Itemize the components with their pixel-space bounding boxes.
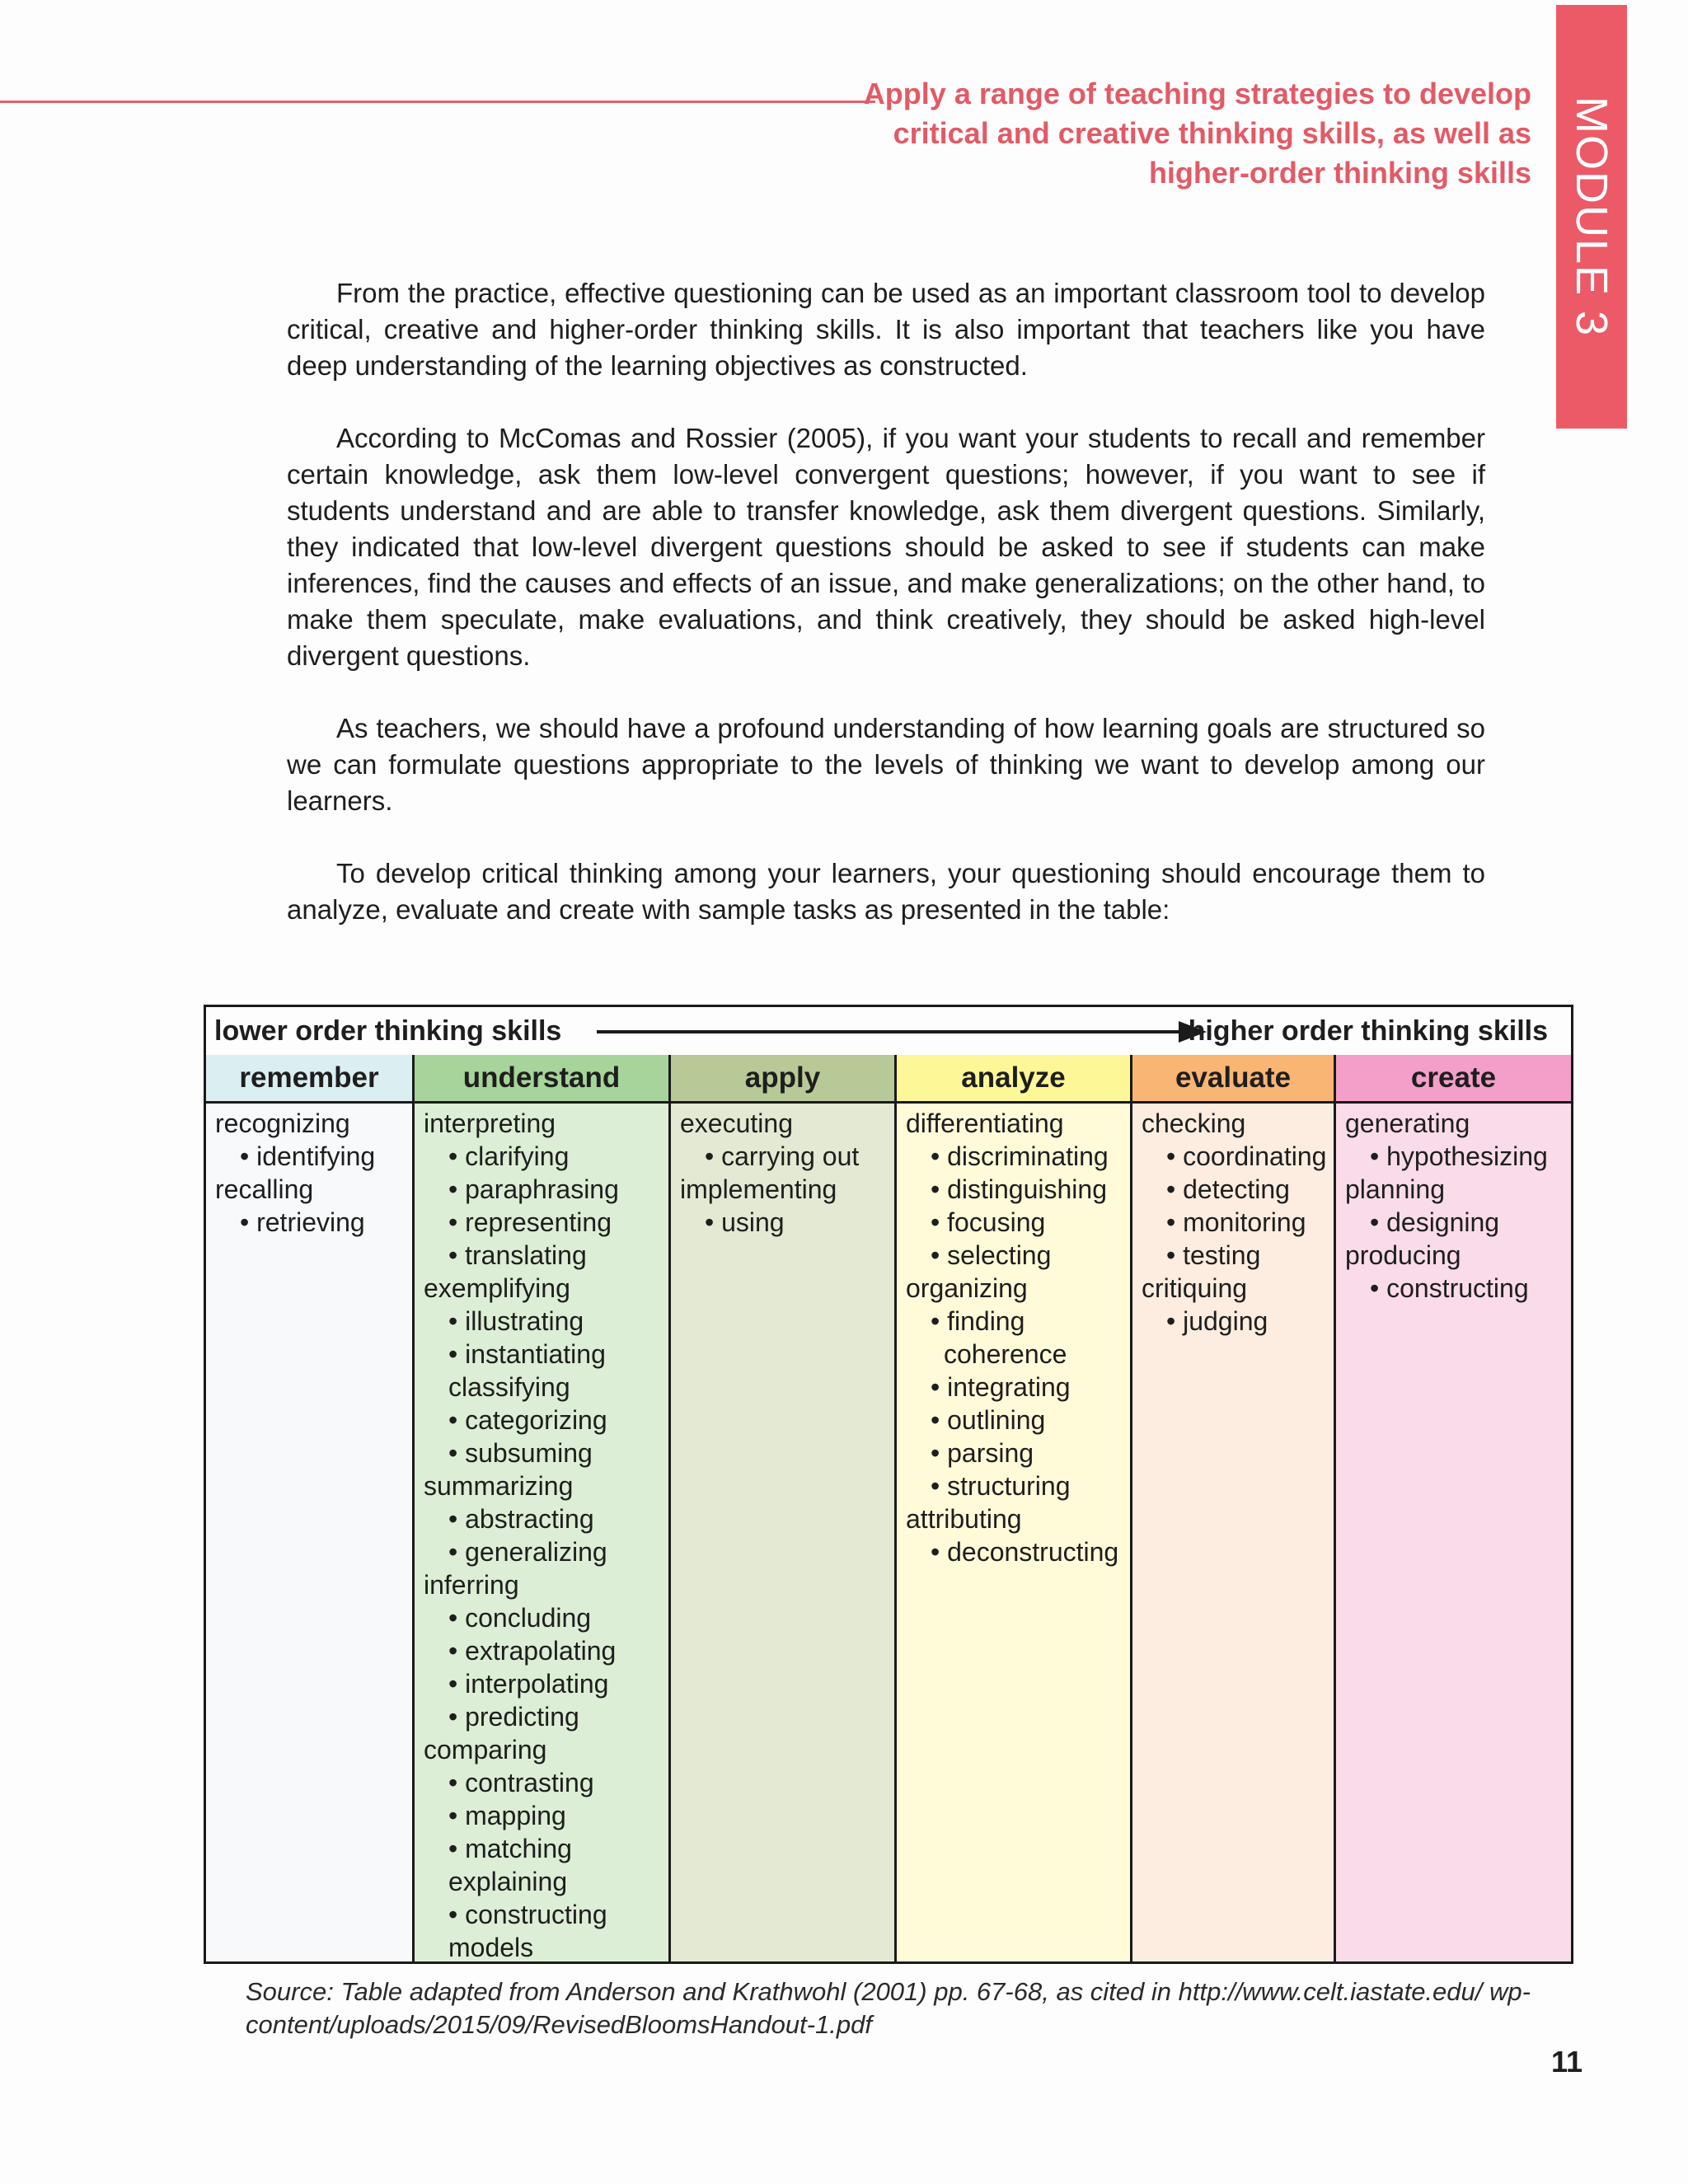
sub-skill-item: • generalizing [448,1537,607,1567]
module-tab [1556,5,1627,429]
skill-item: executing [680,1108,793,1138]
paragraph: To develop critical thinking among your learners, your questioning should encourage them to analyze, evaluate and create with sample tasks as presented in the table: [287,858,1485,925]
column-body [897,1104,1130,1568]
thinking-skills-scale [206,1007,1571,1057]
sub-skill-item: • retrieving [240,1207,365,1237]
column-heading: understand [415,1055,668,1104]
skill-item: producing [1345,1240,1461,1270]
sub-skill-item: • carrying out [705,1141,860,1171]
sub-skill-item: • interpolating [448,1669,609,1699]
sub-skill-item: • testing [1166,1240,1261,1270]
skill-item: exemplifying [424,1273,570,1303]
column-evaluate [1130,1055,1334,1961]
column-remember [206,1055,412,1961]
right-arrow-icon [597,1019,1207,1044]
skill-item: coherence [944,1339,1067,1369]
sub-skill-item: • monitoring [1166,1207,1306,1237]
sub-skill-item: • deconstructing [931,1537,1119,1567]
sub-skill-item: • coordinating [1166,1141,1327,1171]
sub-skill-item: • identifying [240,1141,376,1171]
sub-skill-item: • discriminating [931,1141,1109,1171]
lower-order-label: lower order thinking skills [214,1015,562,1047]
sub-skill-item: • focusing [931,1207,1046,1237]
column-apply [668,1055,894,1961]
module-tab-label: MODULE 3 [1567,96,1616,338]
page-header-title: Apply a range of teaching strategies to develop critical and creative thinking skills, as well as higher-order thinking skills [863,77,1531,190]
skill-item: summarizing [424,1471,574,1501]
sub-skill-item: • abstracting [448,1504,594,1534]
sub-skill-item: • contrasting [448,1768,594,1797]
column-body [206,1104,412,1239]
column-body [415,1104,668,1964]
sub-skill-item: • structuring [931,1471,1071,1501]
skill-item: organizing [906,1273,1028,1303]
sub-skill-item: • integrating [931,1372,1071,1402]
column-heading: create [1336,1055,1571,1104]
column-analyze [894,1055,1130,1961]
sub-skill-item: • constructing [448,1900,607,1929]
sub-skill-item: • selecting [931,1240,1052,1270]
column-heading: apply [671,1055,894,1104]
sub-skill-item: • using [705,1207,785,1237]
column-heading: analyze [897,1055,1130,1104]
skill-item: recognizing [215,1108,350,1138]
skill-item: classifying [448,1372,570,1402]
sub-skill-item: • outlining [931,1405,1046,1435]
skill-item: recalling [215,1174,314,1204]
paragraph: As teachers, we should have a profound understanding of how learning goals are structured so we can formulate questions appropriate to the levels of thinking we want to develop among our learners. [287,713,1485,816]
skill-item: attributing [906,1504,1022,1534]
column-understand [412,1055,668,1961]
column-body [1336,1104,1571,1305]
sub-skill-item: • matching [448,1834,572,1863]
sub-skill-item: • categorizing [448,1405,607,1435]
skill-item: models [448,1933,534,1962]
paragraph: From the practice, effective questioning can be used as an important classroom tool to develop critical, creative and higher-order thinking skills. It is also important that teachers like you have deep understanding of the learning objectives as constructed. [287,278,1485,381]
skill-item: generating [1345,1108,1470,1138]
sub-skill-item: • finding [931,1306,1025,1336]
sub-skill-item: • detecting [1166,1174,1290,1204]
column-heading: remember [206,1055,412,1104]
sub-skill-item: • mapping [448,1801,566,1830]
sub-skill-item: • instantiating [448,1339,606,1369]
blooms-taxonomy-table [204,1005,1573,1964]
sub-skill-item: • constructing [1370,1273,1529,1303]
sub-skill-item: • predicting [448,1702,579,1732]
sub-skill-item: • representing [448,1207,612,1237]
header-rule [0,101,875,103]
skill-item: explaining [448,1867,568,1896]
skill-item: comparing [424,1735,547,1765]
higher-order-label: higher order thinking skills [1188,1015,1548,1047]
column-body [1132,1104,1334,1338]
sub-skill-item: • translating [448,1240,587,1270]
sub-skill-item: • designing [1370,1207,1500,1237]
sub-skill-item: • judging [1166,1306,1268,1336]
sub-skill-item: • subsuming [448,1438,593,1468]
sub-skill-item: • distinguishing [931,1174,1107,1204]
skill-item: implementing [680,1174,837,1204]
skill-item: checking [1142,1108,1246,1138]
sub-skill-item: • paraphrasing [448,1174,619,1204]
skill-item: interpreting [424,1108,556,1138]
skill-item: inferring [424,1570,519,1600]
page-number: 11 [1551,2045,1583,2079]
body-text [287,275,1485,964]
column-heading: evaluate [1132,1055,1334,1104]
source-citation: Source: Table adapted from Anderson and Krathwohl (2001) pp. 67-68, as cited in http://www.celt.iastate.edu/ wp-content/uploads/2015/09/RevisedBloomsHandout-1.pdf [246,1977,1531,2039]
paragraph: According to McComas and Rossier (2005), if you want your students to recall and remember certain knowledge, ask them low-level convergent questions; however, if you want to see if students understand and are able to transfer knowledge, ask them divergent questions. Similarly, they indicated that low-level divergent questions should be asked to see if students can make inferences, find the causes and effects of an issue, and make generalizations; on the other hand, to make them speculate, make evaluations, and think creatively, they should be asked high-level divergent questions. [287,423,1485,671]
skill-item: planning [1345,1174,1445,1204]
sub-skill-item: • clarifying [448,1141,570,1171]
sub-skill-item: • extrapolating [448,1636,617,1666]
skill-item: critiquing [1142,1273,1248,1303]
skill-item: differentiating [906,1108,1064,1138]
sub-skill-item: • parsing [931,1438,1034,1468]
column-create [1334,1055,1571,1961]
sub-skill-item: • concluding [448,1603,592,1633]
sub-skill-item: • hypothesizing [1370,1141,1548,1171]
column-body [671,1104,894,1239]
sub-skill-item: • illustrating [448,1306,584,1336]
